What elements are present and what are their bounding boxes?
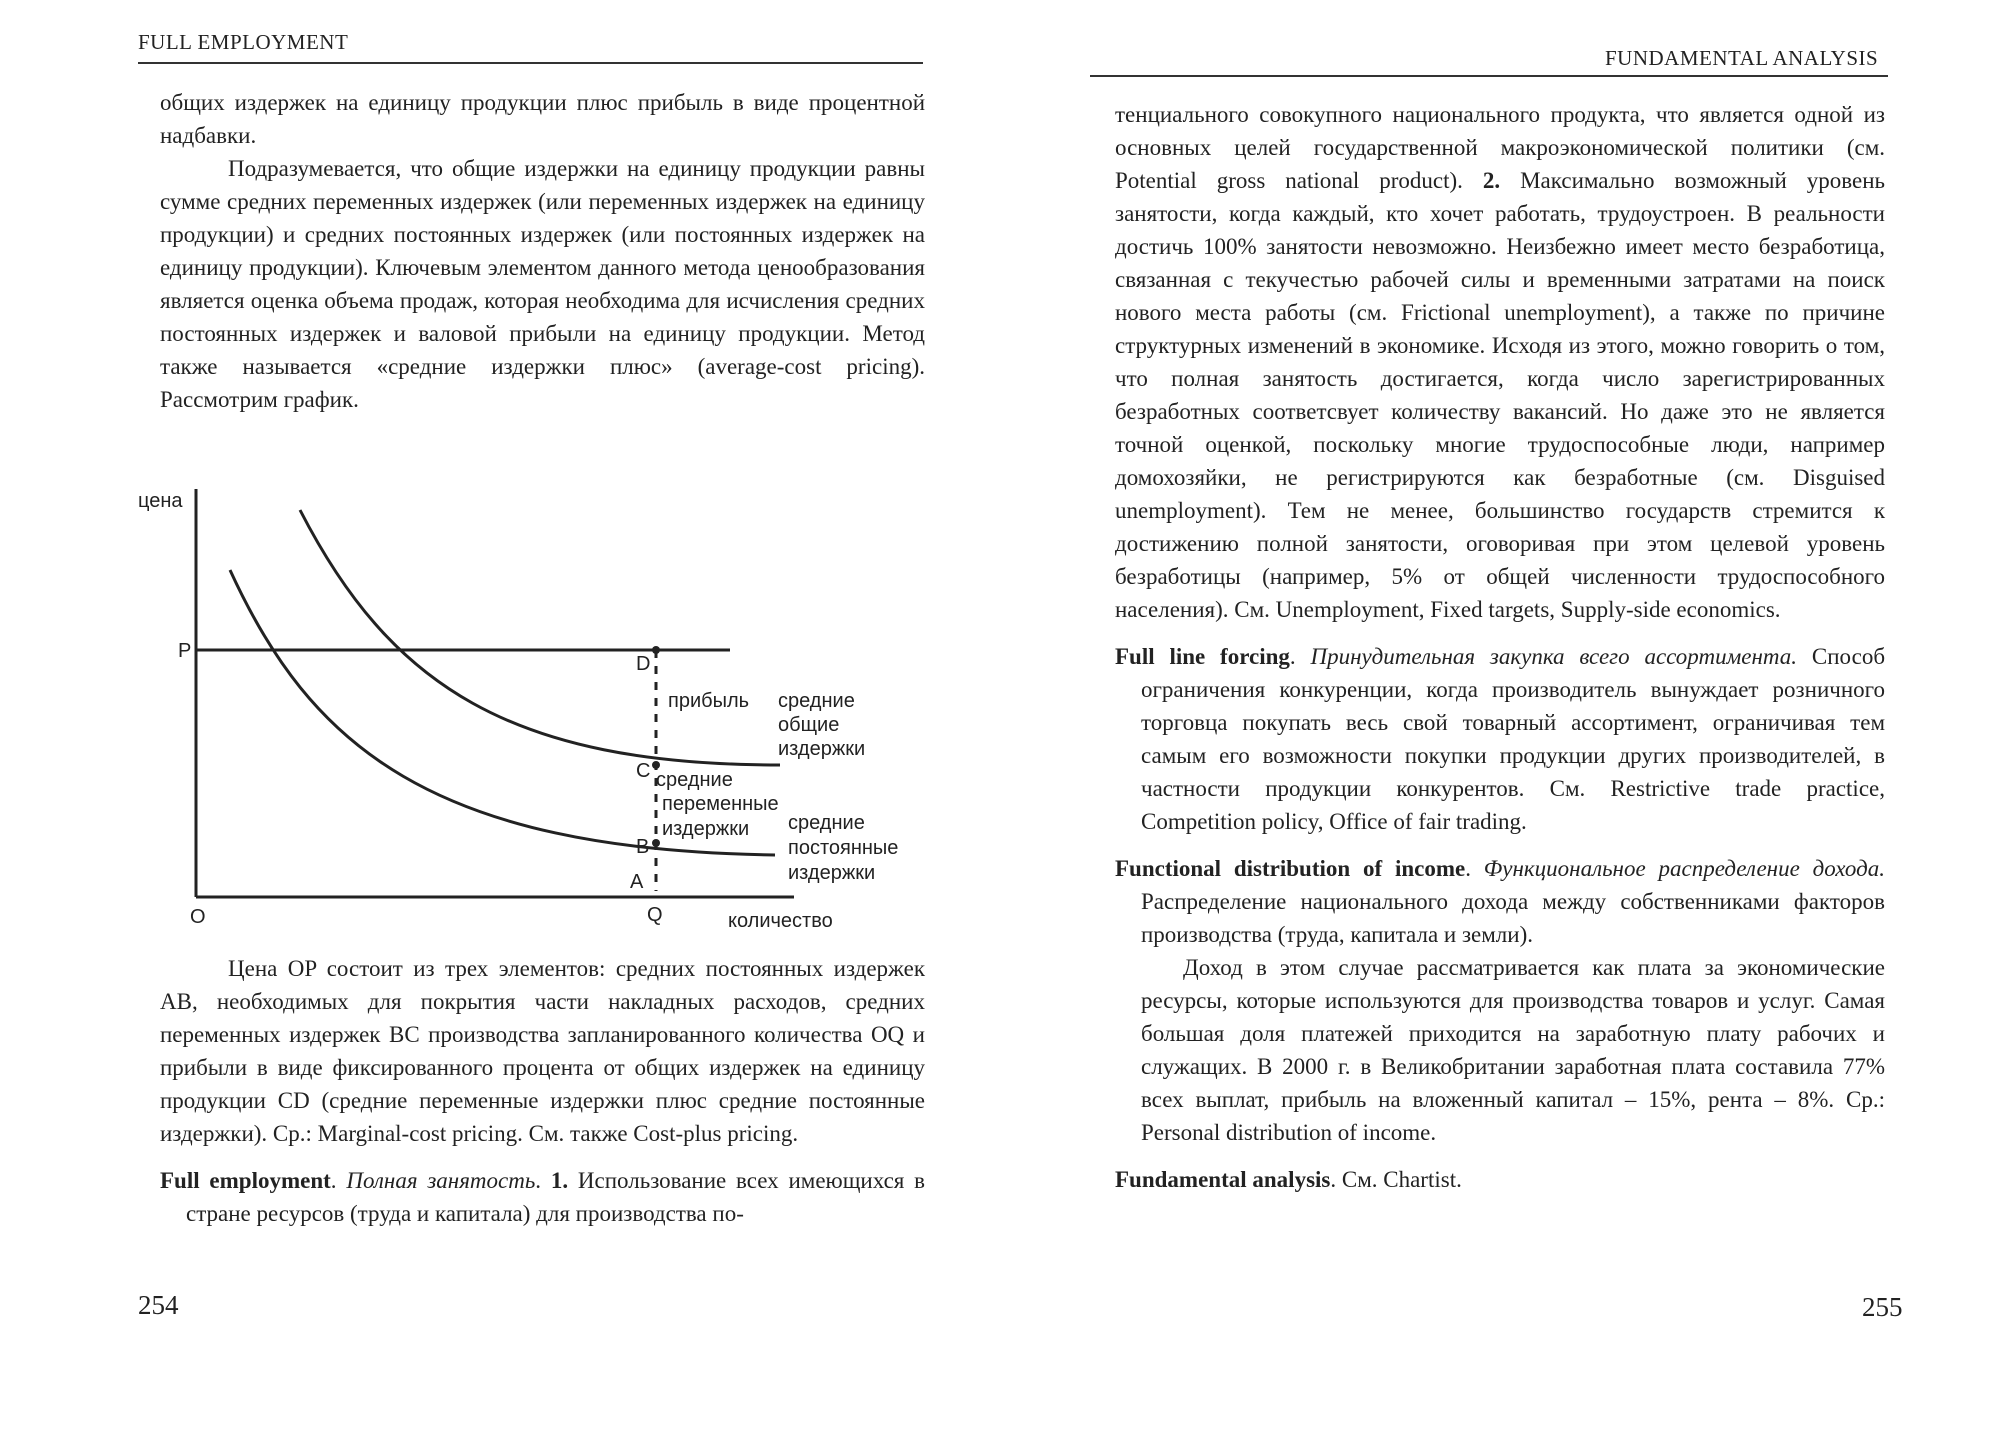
entry-number: 1. xyxy=(550,1168,569,1193)
left-text-top xyxy=(160,86,925,416)
paragraph-price-elements: Цена OP состоит из трех элементов: средних постоянных издержек AB, необходимых для покрытия части накладных расходов, средних переменных издержек BC производства запланированного количества OQ и прибыли в виде фиксированного процента от общих издержек на единицу продукции CD (средние переменные издержки плюс средние постоянные издержки). Ср.: Marginal-cost pricing. См. также Cost-plus pricing. xyxy=(160,956,925,1146)
quantity-label: Q xyxy=(647,904,663,926)
entry-full-line-forcing: Full line forcing. Принудительная закупка всего ассортимента. Способ ограничения конкуренции, когда производитель вынуждает розничного торговца покупать весь свой товарный ассортимент, ограничивая тем самым его возможности покупки продукции других производителей, в частности продукции конкурентов. См. Restrictive trade practice, Competition policy, Office of fair trading. xyxy=(1115,644,1886,834)
point-c-label: C xyxy=(636,760,651,782)
entry-translation: Функциональное распределение дохода. xyxy=(1483,856,1885,881)
paragraph-continuation-right xyxy=(1115,98,1885,626)
right-page xyxy=(1000,0,2000,1437)
point-b-label: B xyxy=(636,836,650,858)
entry-text: Способ ограничения конкуренции, когда производитель вынуждает розничного торговца покупать весь свой товарный ассортимент, ограничивая тем самым его возможности покупки продукции других производителей, в частности продукции конкурентов. См. Restrictive trade practice, Competition policy, Office of fair trading. xyxy=(1141,644,1886,834)
continuation-part1: тенциального совокупного национального продукта, что является одной из основных целей государственной макроэкономической политики (см. Potential gross national product). xyxy=(1115,102,1885,193)
entry-text: См. Chartist. xyxy=(1341,1167,1462,1192)
origin-label: O xyxy=(190,906,206,928)
y-axis-label: цена xyxy=(138,490,183,512)
afc-label-line2: постоянные xyxy=(788,837,899,859)
entry-text: Использование всех имеющихся в стране ресурсов (труда и капитала) для производства по- xyxy=(186,1168,926,1226)
point-d-marker xyxy=(652,646,660,654)
point-c-marker xyxy=(652,761,660,769)
entry-full-employment: Full employment. Полная занятость. 1. Использование всех имеющихся в стране ресурсов (труда и капитала) для производства по- xyxy=(160,1168,926,1226)
header-rule-left xyxy=(138,62,923,64)
continuation-part2: Максимально возможный уровень занятости, когда каждый, кто хочет работать, трудоустроен. В реальности достичь 100% занятости невозможно. Неизбежно имеет место безработица, связанная с текучестью рабочей силы и временными затратами на поиск нового места работы (см. Frictional unemployment), а также по причине структурных изменений в экономике. Исходя из этого, можно говорить о том, что полная занятость достигается, когда число зарегистрированных безработных соответсвует количеству вакансий. Но даже это не является точной оценкой, поскольку многие трудоспособные люди, например домохозяйки, не регистрируются как безработные (см. Disguised unemployment). Тем не менее, большинство государств стремится к достижению полной занятости, оговоривая при этом целевой уровень безработицы (например, 5% от общей численности трудоспособного населения). См. Unemployment, Fixed targets, Supply-side economics. xyxy=(1115,168,1885,622)
entry-translation: Принудительная закупка всего ассортимента. xyxy=(1310,644,1798,669)
afc-label-line1: средние xyxy=(788,812,865,834)
running-head-left: FULL EMPLOYMENT xyxy=(138,30,349,54)
page-number-right: 255 xyxy=(1862,1292,1903,1322)
header-rule-right xyxy=(1090,75,1888,77)
continuation-number: 2. xyxy=(1482,168,1501,193)
left-text-bottom xyxy=(160,952,925,1230)
paragraph-explanation: Подразумевается, что общие издержки на единицу продукции равны сумме средних переменных издержек (или переменных издержек на единицу продукции) и средних постоянных издержек (или постоянных издержек на единицу продукции). Ключевым элементом данного метода ценообразования является оценка объема продаж, которая необходима для исчисления средних постоянных издержек и валовой прибыли на единицу продукции. Метод также называется «средние издержки плюс» (average-cost pricing). Рассмотрим график. xyxy=(160,156,925,412)
avc-label-line3: издержки xyxy=(662,818,750,840)
afc-label-line3: издержки xyxy=(788,862,876,884)
entry-translation: Полная занятость xyxy=(346,1168,536,1193)
price-label: P xyxy=(178,640,192,662)
average-total-cost-curve xyxy=(300,510,780,765)
point-a-label: A xyxy=(630,871,644,893)
paragraph-continuation: общих издержек на единицу продукции плюс прибыль в виде процентной надбавки. xyxy=(160,90,925,148)
avc-label-line1: средние xyxy=(656,769,733,791)
right-text xyxy=(1115,98,1885,1196)
entry-term: Full employment xyxy=(160,1168,331,1193)
entry-term: Functional distribution of income xyxy=(1115,856,1466,881)
point-b-marker xyxy=(652,839,660,847)
atc-label-line2: общие xyxy=(778,714,840,736)
entry-term: Full line forcing xyxy=(1115,644,1290,669)
pricing-chart xyxy=(130,475,930,940)
atc-label-line3: издержки xyxy=(778,738,866,760)
entry-functional-distribution: Functional distribution of income. Функциональное распределение дохода. Распределение национального дохода между собственниками факторов производства (труда, капитала и земли). xyxy=(1115,856,1885,947)
page-number-left: 254 xyxy=(138,1290,179,1320)
atc-label-line1: средние xyxy=(778,690,855,712)
paragraph-income-details: Доход в этом случае рассматривается как плата за экономические ресурсы, которые используются для производства товаров и услуг. Самая большая доля платежей приходится на заработную плату рабочих и служащих. В 2000 г. в Великобритании заработная плата составила 77% всех выплат, прибыль на вложенный капитал – 15%, рента – 8%. Ср.: Personal distribution of income. xyxy=(1141,955,1885,1145)
running-head-right: FUNDAMENTAL ANALYSIS xyxy=(1605,46,1879,70)
entry-fundamental-analysis: Fundamental analysis. См. Chartist. xyxy=(1115,1167,1462,1192)
entry-term: Fundamental analysis xyxy=(1115,1167,1331,1192)
x-axis-label: количество xyxy=(728,910,833,932)
avc-label-line2: переменные xyxy=(662,793,779,815)
entry-text: Распределение национального дохода между собственниками факторов производства (труда, капитала и земли). xyxy=(1141,889,1885,947)
profit-label: прибыль xyxy=(668,690,750,712)
point-d-label: D xyxy=(636,653,651,675)
